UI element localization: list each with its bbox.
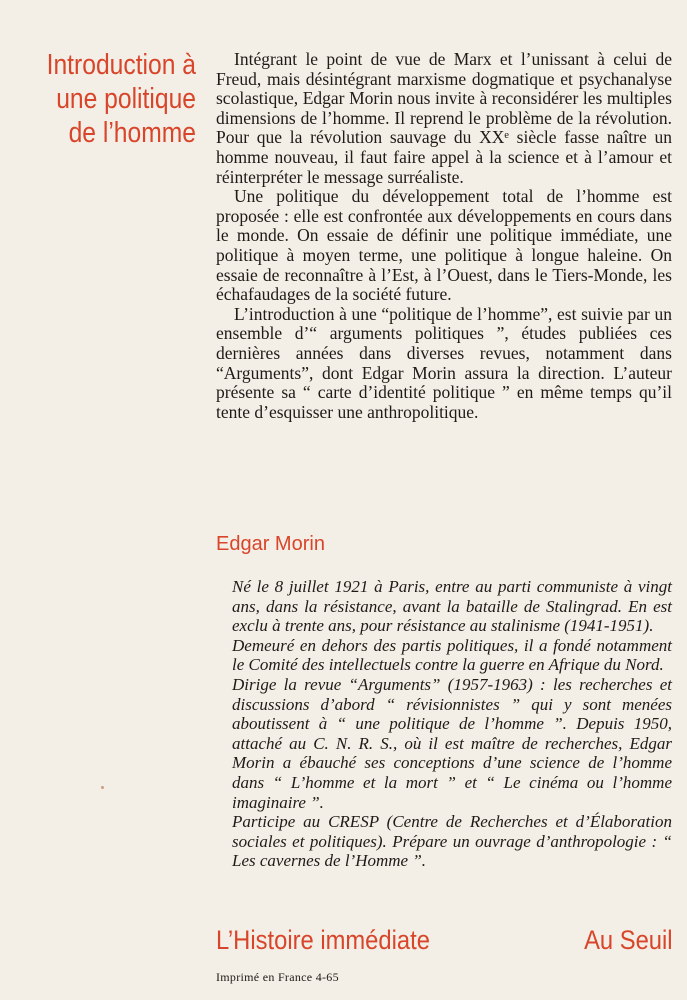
description-paragraph: L’introduction à une “politique de l’homme”, est suivie par un ensemble d’“ arguments politiques ”, études publiées ces dernières années dans diverses revues, notamment dans “Arguments”, dont Edgar Morin assura la direction. L’auteur présente sa “ carte d’identité politique ” en même temps qu’il tente d’esquisser une anthropolitique. <box>216 303 672 422</box>
biography-paragraph: Demeuré en dehors des partis politiques, il a fondé notamment le Comité des intellectuels contre la guerre en Afrique du Nord. <box>232 635 672 675</box>
book-description <box>216 50 672 422</box>
book-title-line: de l’homme <box>68 117 196 149</box>
paper-speck <box>101 786 104 789</box>
series-name: L’Histoire immédiate <box>216 925 430 955</box>
book-title-line: une politique <box>56 83 196 115</box>
imprint-line: Imprimé en France 4-65 <box>216 970 339 984</box>
description-paragraph: Intégrant le point de vue de Marx et l’unissant à celui de Freud, mais désintégrant marxisme dogmatique et psychanalyse scolastique, Edgar Morin nous invite à reconsidérer les multiples dimensions de l’homme. Il reprend le problème de la révolution. Pour que la révolution sauvage du XXᵉ siècle fasse naître un homme nouveau, il faut faire appel à la science et à l’amour et réinterpréter le message surréaliste. <box>216 49 672 187</box>
biography-paragraph: Né le 8 juillet 1921 à Paris, entre au parti communiste à vingt ans, dans la résistance, avant la bataille de Stalingrad. En est exclu à trente ans, pour résistance au stalinisme (1941-1951). <box>232 577 672 636</box>
biography-paragraph: Dirige la revue “Arguments” (1957-1963) : les recherches et discussions d’abord “ révisionnistes ” qui y sont menées aboutissent à “ une politique de l’homme ”. Depuis 1950, attaché au C. N. R. S., où il est maître de recherches, Edgar Morin a ébauché ses conceptions d’une science de l’homme dans “ L’homme et la mort ” et “ Le cinéma ou l’homme imaginaire ”. <box>232 674 672 812</box>
author-name: Edgar Morin <box>216 533 325 555</box>
description-paragraph: Une politique du développement total de l’homme est proposée : elle est confrontée aux développements en cours dans le monde. On essaie de définir une politique immédiate, une politique à moyen terme, une politique à longue haleine. On essaie de reconnaître à l’Est, à l’Ouest, dans le Tiers-Monde, les échafaudages de la société future. <box>216 186 672 305</box>
author-biography <box>232 577 672 871</box>
publisher-name: Au Seuil <box>584 925 673 955</box>
book-title <box>41 48 196 150</box>
book-title-line: Introduction à <box>46 49 196 81</box>
biography-paragraph: Participe au CRESP (Centre de Recherches et d’Élaboration sociales et politiques). Prépare un ouvrage d’anthropologie : “ Les cavernes de l’Homme ”. <box>232 812 672 871</box>
